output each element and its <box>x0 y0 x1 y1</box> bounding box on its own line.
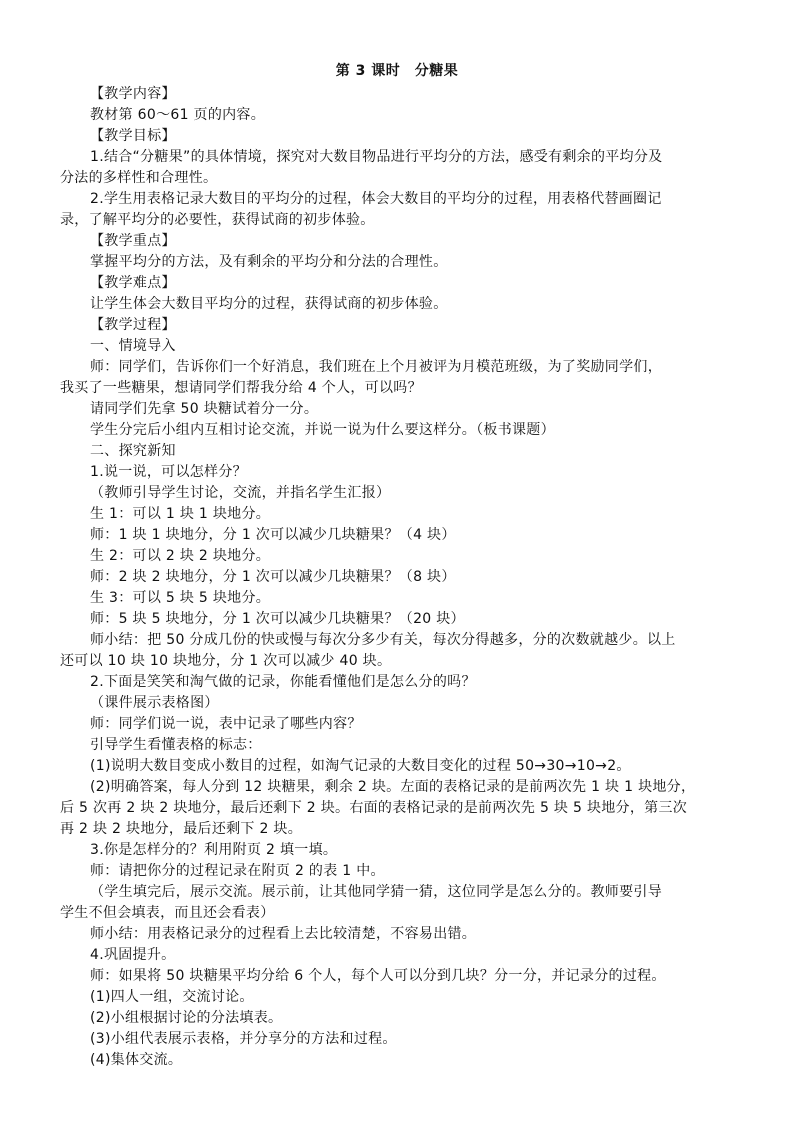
paragraph: 师：请把你分的过程记录在附页 2 的表 1 中。 <box>90 863 385 879</box>
paragraph-continued: 还可以 10 块 10 块地分，分 1 次可以减少 40 块。 <box>60 653 392 669</box>
paragraph: 3.你是怎样分的？利用附页 2 填一填。 <box>90 842 338 858</box>
lesson-title: 第 3 课时 分糖果 <box>335 63 459 79</box>
list-item: (3)小组代表展示表格，并分享分的方法和过程。 <box>90 1031 397 1047</box>
paragraph: 教材第 60～61 页的内容。 <box>90 107 266 123</box>
paragraph: 4.巩固提升。 <box>90 947 176 963</box>
paragraph: (2)明确答案，每人分到 12 块糖果，剩余 2 块。左面的表格记录的是前两次先 1 块 1 块地分， <box>90 779 696 795</box>
paragraph: 师：2 块 2 块地分，分 1 次可以减少几块糖果？（8 块） <box>90 569 456 585</box>
paragraph: 师：同学们说一说，表中记录了哪些内容？ <box>90 716 362 732</box>
list-item: (2)小组根据讨论的分法填表。 <box>90 1010 283 1026</box>
paragraph: 师小结：用表格记录分的过程看上去比较清楚，不容易出错。 <box>90 926 477 942</box>
paragraph: 1.结合“分糖果”的具体情境，探究对大数目物品进行平均分的方法，感受有剩余的平均分及 <box>90 149 663 165</box>
paragraph: 引导学生看懂表格的标志： <box>90 737 262 753</box>
paragraph-continued: 我买了一些糖果，想请同学们帮我分给 4 个人，可以吗？ <box>60 380 422 396</box>
paragraph: （课件展示表格图） <box>90 695 219 711</box>
paragraph: 学生分完后小组内互相讨论交流，并说一说为什么要这样分。（板书课题） <box>90 422 555 438</box>
paragraph: 2.学生用表格记录大数目的平均分的过程，体会大数目的平均分的过程，用表格代替画圈记 <box>90 191 662 207</box>
subheading: 二、探究新知 <box>90 443 176 459</box>
paragraph-continued: 再 2 块 2 块地分，最后还剩下 2 块。 <box>60 821 303 837</box>
section-heading-difficulties: 【教学难点】 <box>90 275 176 291</box>
section-heading-process: 【教学过程】 <box>90 317 176 333</box>
paragraph: 生 1：可以 1 块 1 块地分。 <box>90 506 271 522</box>
paragraph: （教师引导学生讨论，交流，并指名学生汇报） <box>90 485 391 501</box>
paragraph: 让学生体会大数目平均分的过程，获得试商的初步体验。 <box>90 296 448 312</box>
paragraph: 请同学们先拿 50 块糖试着分一分。 <box>90 401 319 417</box>
paragraph: 生 3：可以 5 块 5 块地分。 <box>90 590 271 606</box>
paragraph: 师：同学们，告诉你们一个好消息，我们班在上个月被评为月模范班级，为了奖励同学们， <box>90 359 662 375</box>
paragraph: 掌握平均分的方法，及有剩余的平均分和分法的合理性。 <box>90 254 448 270</box>
paragraph-continued: 学生不但会填表，而且还会看表） <box>60 905 275 921</box>
subheading: 一、情境导入 <box>90 338 176 354</box>
list-item: (4)集体交流。 <box>90 1052 183 1068</box>
paragraph: 生 2：可以 2 块 2 块地分。 <box>90 548 271 564</box>
list-item: (1)四人一组，交流讨论。 <box>90 989 254 1005</box>
section-heading-content: 【教学内容】 <box>90 86 176 102</box>
paragraph: (1)说明大数目变成小数目的过程，如淘气记录的大数目变化的过程 50→30→10→2。 <box>90 758 631 774</box>
paragraph: 1.说一说，可以怎样分？ <box>90 464 247 480</box>
paragraph: 师：5 块 5 块地分，分 1 次可以减少几块糖果？（20 块） <box>90 611 465 627</box>
paragraph-continued: 录，了解平均分的必要性，获得试商的初步体验。 <box>60 212 375 228</box>
paragraph-continued: 后 5 次再 2 块 2 块地分，最后还剩下 2 块。右面的表格记录的是前两次先 5 块 5 块地分，第三次 <box>60 800 688 816</box>
section-heading-goals: 【教学目标】 <box>90 128 176 144</box>
paragraph: 师：如果将 50 块糖果平均分给 6 个人，每个人可以分到几块？分一分，并记录分的过程。 <box>90 968 666 984</box>
section-heading-key-points: 【教学重点】 <box>90 233 176 249</box>
paragraph-continued: 分法的多样性和合理性。 <box>60 170 218 186</box>
paragraph: 2.下面是笑笑和淘气做的记录，你能看懂他们是怎么分的吗？ <box>90 674 476 690</box>
paragraph: 师：1 块 1 块地分，分 1 次可以减少几块糖果？（4 块） <box>90 527 456 543</box>
paragraph: 师小结：把 50 分成几份的快或慢与每次分多少有关，每次分得越多，分的次数就越少。以上 <box>90 632 676 648</box>
paragraph: （学生填完后，展示交流。展示前，让其他同学猜一猜，这位同学是怎么分的。教师要引导 <box>90 884 662 900</box>
